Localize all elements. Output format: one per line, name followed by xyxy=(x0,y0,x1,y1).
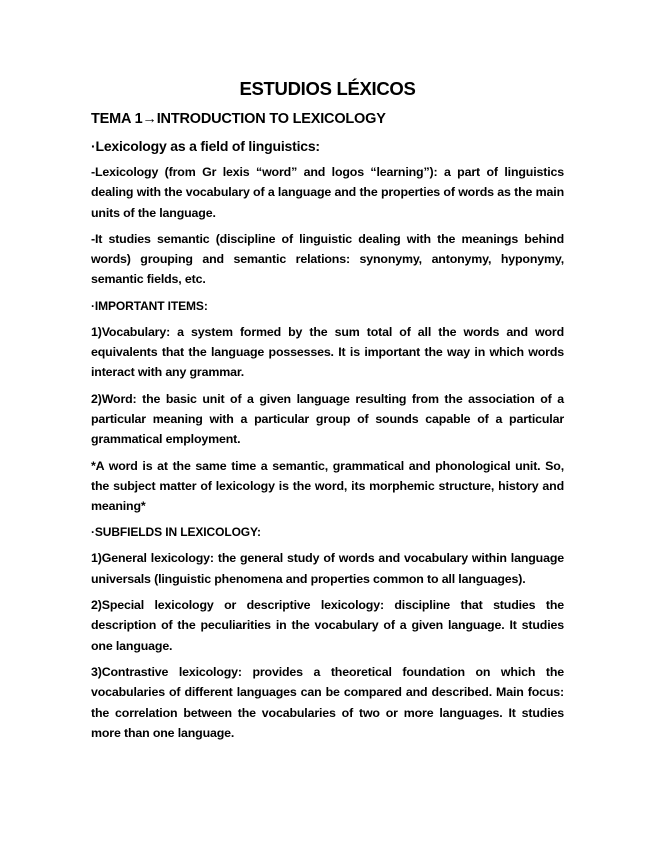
paragraph-lexicology-definition: -Lexicology (from Gr lexis “word” and logos “learning”): a part of linguistics dealing with the vocabulary of a language and the properties of words as the main units of the language. xyxy=(91,165,564,220)
subfields-label: ·SUBFIELDS IN LEXICOLOGY: xyxy=(91,525,261,540)
note-word-unit: *A word is at the same time a semantic, grammatical and phonological unit. So, the subject matter of lexicology is the word, its morphemic structure, history and meaning* xyxy=(91,458,564,514)
document-title: ESTUDIOS LÉXICOS xyxy=(239,78,416,99)
paragraph-semantic-studies: -It studies semantic (discipline of linguistic dealing with the meanings behind words) grouping and semantic relations: synonymy, antonymy, hyponymy, semantic fields, etc. xyxy=(91,231,564,287)
subfield-special-lexicology: 2)Special lexicology or descriptive lexicology: discipline that studies the description of the peculiarities in the vocabulary of a given language. It studies one language. xyxy=(91,598,564,653)
item-vocabulary: 1)Vocabulary: a system formed by the sum total of all the words and word equivalents that the language possesses. It is important the way in which words interact with any grammar. xyxy=(91,324,564,380)
important-items-label: ·IMPORTANT ITEMS: xyxy=(91,298,208,313)
subfield-general-lexicology: 1)General lexicology: the general study of words and vocabulary within language universals (linguistic phenomena and properties common to all languages). xyxy=(91,551,564,586)
item-word: 2)Word: the basic unit of a given language resulting from the association of a particular meaning with a particular group of sounds capable of a particular grammatical employment. xyxy=(91,391,564,447)
document-page xyxy=(91,78,564,749)
section-heading: ·Lexicology as a field of linguistics: xyxy=(91,138,320,154)
topic-heading: TEMA 1→INTRODUCTION TO LEXICOLOGY xyxy=(91,111,386,127)
subfield-contrastive-lexicology: 3)Contrastive lexicology: provides a theoretical foundation on which the vocabularies of different languages can be compared and described. Main focus: the correlation between the vocabularies of two or more languages. It studies more than one language. xyxy=(91,664,564,740)
